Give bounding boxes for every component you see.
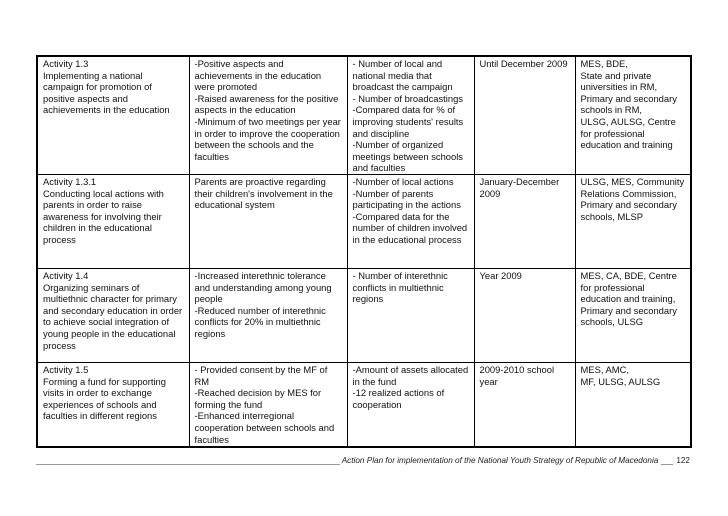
indicators-cell: -Number of local actions -Number of parents participating in the actions -Compared data for the number of children involved in the educational process: [347, 175, 474, 269]
timeline-cell: Until December 2009: [474, 56, 575, 175]
page-number: 122: [676, 456, 690, 465]
table-row: [37, 269, 691, 363]
responsible-cell: MES, CA, BDE, Centre for professional education and training, Primary and secondary schools, ULSG: [575, 269, 691, 363]
activity-cell: Activity 1.5 Forming a fund for supporting visits in order to exchange experiences of schools and faculties in different regions: [37, 363, 189, 448]
results-cell: -Positive aspects and achievements in the education were promoted -Raised awareness for the positive aspects in the education -Minimum of two meetings per year in order to improve the cooperation between the schools and the faculties: [189, 56, 347, 175]
table-row: [37, 363, 691, 448]
timeline-cell: January-December 2009: [474, 175, 575, 269]
activity-cell: Activity 1.3 Implementing a national campaign for promotion of positive aspects and achievements in the education: [37, 56, 189, 175]
responsible-cell: MES, AMC, MF, ULSG, AULSG: [575, 363, 691, 448]
indicators-cell: - Number of interethnic conflicts in multiethnic regions: [347, 269, 474, 363]
action-plan-table: [36, 55, 692, 448]
footer-separator: [661, 464, 673, 465]
responsible-cell: MES, BDE, State and private universities in RM, Primary and secondary schools in RM, ULSG, AULSG, Centre for professional education and training: [575, 56, 691, 175]
table-row: [37, 56, 691, 175]
activity-cell: Activity 1.3.1 Conducting local actions with parents in order to raise awareness for involving their children in the educational process: [37, 175, 189, 269]
page-footer: [36, 455, 690, 467]
indicators-cell: -Amount of assets allocated in the fund -12 realized actions of cooperation: [347, 363, 474, 448]
results-cell: -Increased interethnic tolerance and understanding among young people -Reduced number of interethnic conflicts for 20% in multiethnic regions: [189, 269, 347, 363]
timeline-cell: Year 2009: [474, 269, 575, 363]
indicators-cell: - Number of local and national media that broadcast the campaign - Number of broadcastings -Compared data for % of improving students' results and discipline -Number of organized meetings between schools and faculties: [347, 56, 474, 175]
footer-title: Action Plan for implementation of the National Youth Strategy of Republic of Macedonia: [341, 456, 659, 465]
results-cell: Parents are proactive regarding their children's involvement in the educational system: [189, 175, 347, 269]
results-cell: - Provided consent by the MF of RM -Reached decision by MES for forming the fund -Enhanced interregional cooperation between schools and faculties: [189, 363, 347, 448]
responsible-cell: ULSG, MES, Community Relations Commission, Primary and secondary schools, MLSP: [575, 175, 691, 269]
activity-cell: Activity 1.4 Organizing seminars of multiethnic character for primary and secondary education in order to achieve social integration of young people in the educational process: [37, 269, 189, 363]
footer-rule: [36, 464, 340, 465]
table-row: [37, 175, 691, 269]
timeline-cell: 2009-2010 school year: [474, 363, 575, 448]
